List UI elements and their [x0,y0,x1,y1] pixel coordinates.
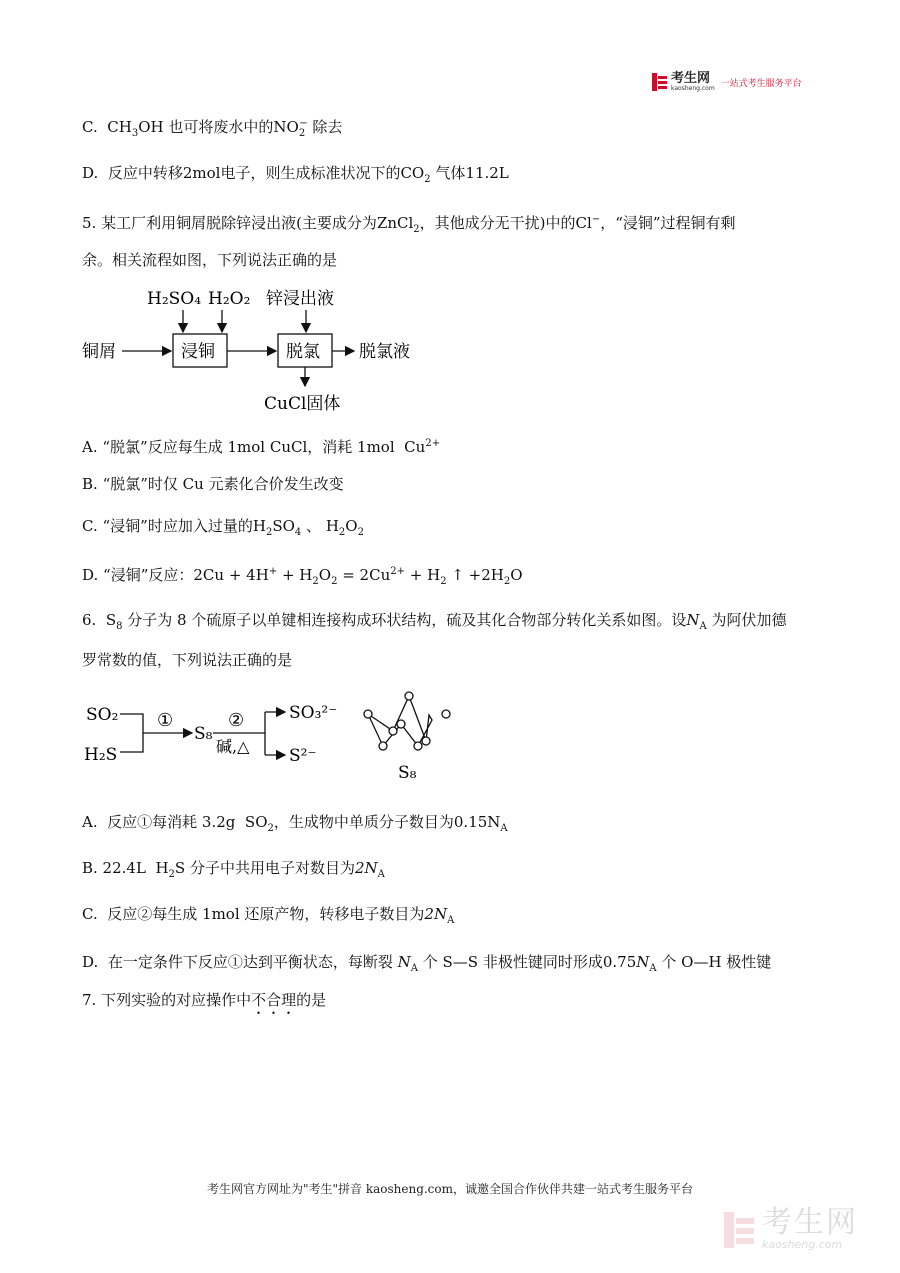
q6-stem-line1: 6. $S_8$ 分子为 8 个硫原子以单键相连接构成环状结构，硫及其化合物部分转化关系如图。设$N_A$ 为阿伏加德 [82,611,787,632]
sulfite-label: SO₃²⁻ [289,703,338,723]
leach-box-label: 浸铜 [181,342,215,362]
copper-scrap: 铜屑 [82,342,116,362]
so2-label: SO₂ [86,705,119,725]
q5-stem-line1: 5. 某工厂利用铜屑脱除锌浸出液(主要成分为ZnCl$_2$，其他成分无干扰)中的Cl−，“浸铜”过程铜有剩 [82,214,736,235]
watermark-logo-icon [724,1212,754,1248]
s8-ring-label: S₈ [398,763,417,783]
logo-icon [652,73,667,91]
q6-option-d: D. 在一定条件下反应①达到平衡状态，每断裂 $N_A$ 个 S—S 非极性键同时形成$0.75N_A$ 个 O—H 极性键 [82,953,772,974]
logo-name: 考生网 [671,71,711,86]
emphasis-text: 不合理 [251,991,297,1009]
q4-option-c: C. $CH_3OH$ 也可将废水中的$NO_2^-$ 除去 [82,118,343,139]
sulfide-label: S²⁻ [289,746,317,766]
cucl-solid: CuCl固体 [264,394,341,414]
q5-flow-diagram [80,282,440,418]
q6-option-a: A. 反应①每消耗 3.2g $SO_2$，生成物中单质分子数目为$0.15N_A$ [82,813,508,834]
q5-option-c: C. “浸铜”时应加入过量的$H_2SO_4$ 、 $H_2O_2$ [82,517,364,538]
step-2-label: ② [228,710,245,731]
logo-url: kaosheng.com [671,85,715,92]
q6-stem-line2: 罗常数的值，下列说法正确的是 [82,651,293,669]
q7-stem: 7. 下列实验的对应操作中不合理的是 [82,991,327,1009]
zinc-leach-liquor: 锌浸出液 [266,289,334,309]
dechlor-box-label: 脱氯 [286,342,320,362]
reagent-h2o2: H₂O₂ [208,289,251,309]
q6-option-c: C. 反应②每生成 1mol 还原产物，转移电子数目为$2N_A$ [82,905,455,926]
logo-slogan: 一站式考生服务平台 [720,78,802,89]
q5-option-d: D. “浸铜”反应：$2Cu + 4H^+ + H_2O_2 = 2Cu^{2+} + H_2$ ↑ $+2H_2O$ [82,566,523,587]
q4-option-d: D. 反应中转移2mol电子，则生成标准状况下的$CO_2$ 气体11.2L [82,164,509,185]
reagent-h2so4: H₂SO₄ [147,289,202,309]
watermark [724,1205,858,1251]
q6-option-b: B. 22.4L $H_2S$ 分子中共用电子对数目为$2N_A$ [82,859,385,880]
watermark-name: 考生网 [762,1205,858,1240]
dechlor-liquid: 脱氯液 [359,342,410,362]
h2s-label: H₂S [84,745,118,765]
s8-product-label: S₈ [194,724,213,744]
s8-ring-structure [364,692,450,750]
step-1-label: ① [157,710,174,731]
condition-label: 碱,△ [216,737,250,756]
q6-reaction-diagram [80,688,460,793]
watermark-url: kaosheng.com [762,1238,843,1251]
page-footer: 考生网官方网址为"考生"拼音 kaosheng.com，诚邀全国合作伙伴共建一站式考生服务平台 [206,1182,694,1196]
header-logo [652,72,802,92]
q5-option-a: A. “脱氯”反应每生成 1mol CuCl，消耗 1mol $Cu^{2+}$ [82,438,441,456]
q5-stem-line2: 余。相关流程如图，下列说法正确的是 [82,251,338,269]
q5-option-b: B. “脱氯”时仅 Cu 元素化合价发生改变 [82,475,344,493]
